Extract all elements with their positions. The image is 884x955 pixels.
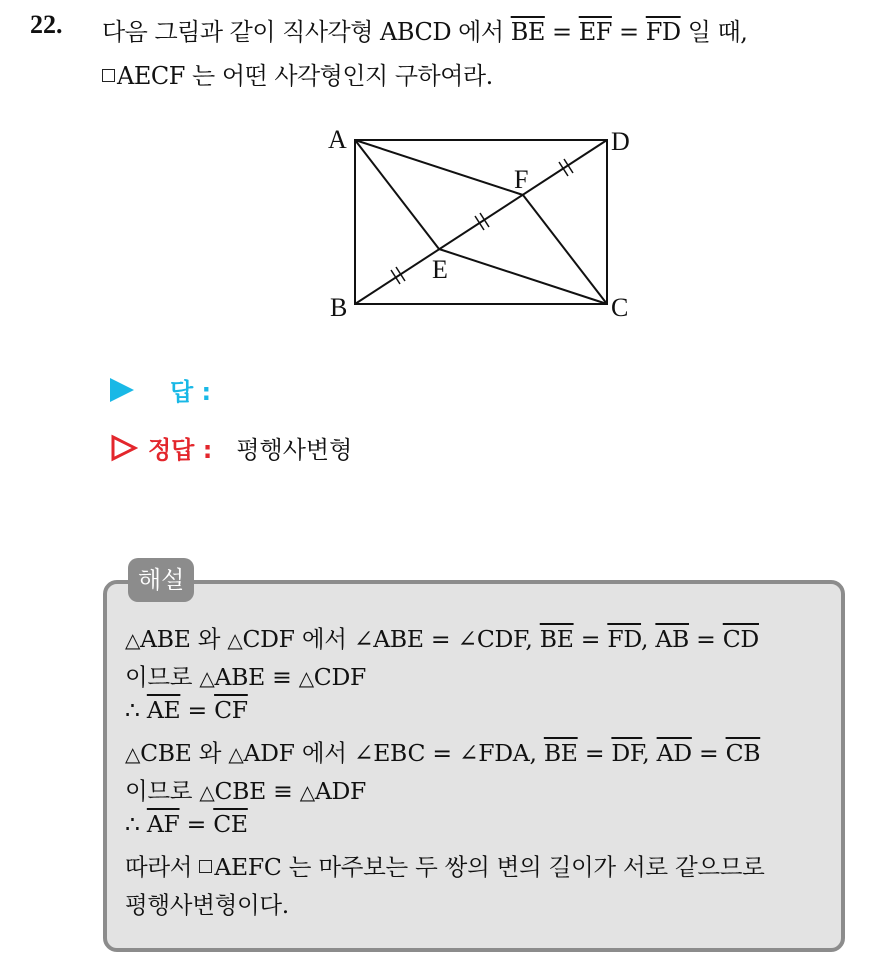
angle-icon: ∠ [457,625,477,653]
question-number: 22. [30,10,63,39]
triangle-icon: △ [125,742,141,766]
explanation-line-1: △ABE 와 △CDF 에서 ∠ABE = ∠CDF, $\overline{BE} = \overline{FD}$, $\overline{AB} = \overline{CD}$ [125,625,759,653]
play-triangle-filled-icon [110,378,134,402]
triangle-icon: △ [227,628,243,652]
segment-ae [355,140,439,249]
angle-icon: ∠ [458,739,479,767]
correct-answer-row [110,430,352,465]
segment-ec [439,249,607,304]
label-d: D [611,127,630,156]
correct-answer-label: 정답 : [148,436,213,464]
explanation-line-5: 이므로 △CBE ≡ △ADF [125,777,367,805]
segment-ef: $\overline{EF}$ [578,18,612,46]
square-icon [102,69,115,82]
question-line-2: AECF 는 어떤 사각형인지 구하여라. [102,56,493,91]
label-f: F [514,165,529,194]
triangle-icon: △ [199,666,215,690]
explanation-tag: 해설 [128,558,194,602]
rectangle-figure [320,122,650,322]
question-line-1: 다음 그림과 같이 직사각형 ABCD 에서 $\overline{BE} = \overline{EF} = \overline{FD}$ 일 때, [102,18,748,46]
explanation-line-3: ∴ $\overline{AE} = \overline{CF}$ [125,696,248,724]
triangle-icon: △ [298,666,314,690]
label-b: B [330,293,348,322]
triangle-icon: △ [228,742,244,766]
play-triangle-outline-icon [110,434,138,462]
explanation-line-2: 이므로 △ABE ≡ △CDF [125,663,367,691]
label-e: E [432,255,448,284]
explanation-line-7: 따라서 AEFC 는 마주보는 두 쌍의 변의 길이가 서로 같으므로 [125,853,765,881]
segment-be: $\overline{BE}$ [510,18,545,46]
diagonal-bd [355,140,607,304]
explanation-line-6: ∴ $\overline{AF} = \overline{CE}$ [125,810,248,838]
answer-row [110,372,211,407]
label-a: A [328,125,347,154]
answer-label: 답 : [170,378,212,406]
angle-icon: ∠ [353,739,374,767]
explanation-line-4: △CBE 와 △ADF 에서 ∠EBC = ∠FDA, $\overline{BE} = \overline{DF}$, $\overline{AD} = \overline{CB}$ [125,739,761,767]
square-icon [199,860,212,873]
triangle-icon: △ [199,780,215,804]
correct-answer-value: 평행사변형 [236,436,353,464]
segment-fc [523,195,607,304]
triangle-icon: △ [299,780,315,804]
label-c: C [611,293,629,322]
segment-fd: $\overline{FD}$ [645,18,681,46]
explanation-line-8: 평행사변형이다. [125,891,289,919]
segment-af [355,140,523,195]
triangle-icon: △ [125,628,141,652]
angle-icon: ∠ [353,625,374,653]
